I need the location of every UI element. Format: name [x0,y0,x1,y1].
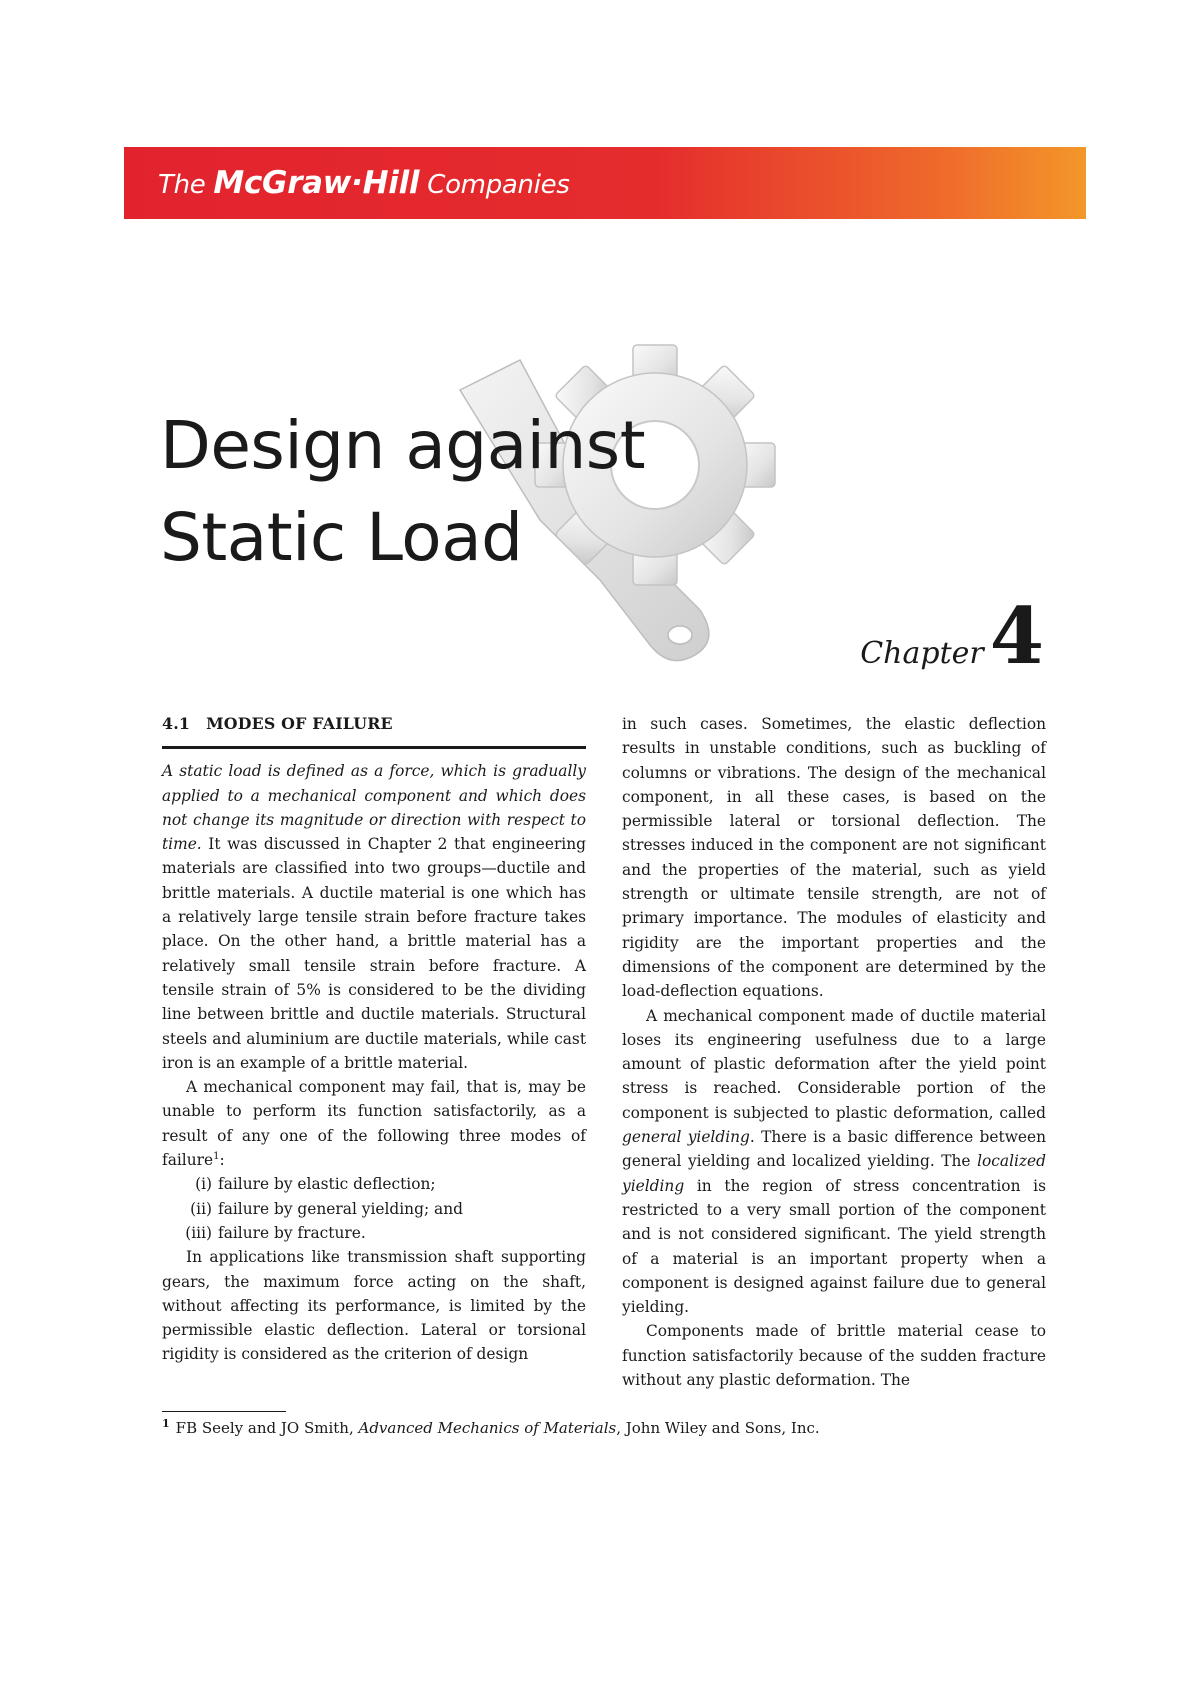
list-item-number: (i) [195,1175,212,1194]
left-paragraph-3: In applications like transmission shaft supporting gears, the maximum force acting on the shaft, without affecting its performance, is limited by the permissible elastic deflection. Lateral or torsional rigidity is considered as the criterion of design [162,1248,586,1364]
left-column [162,712,586,1367]
chapter-word: Chapter [860,636,984,671]
footnote-reference: 1 [213,1150,220,1162]
section-heading: 4.1 MODES OF FAILURE [162,712,586,749]
publisher-logo [158,165,570,201]
list-item-number: (iii) [185,1223,212,1242]
term-localized-yielding: localized yielding [622,1152,1046,1195]
left-paragraph-1-text: It was discussed in Chapter 2 that engineering materials are classified into two groups—ductile and brittle materials. A ductile material is one which has a relatively large tensile strain before fracture takes place. On the other hand, a brittle material has a relatively small tensile strain before fracture. A tensile strain of 5% is considered to be the dividing line between brittle and ductile materials. Structural steels and aluminium are ductile materials, while cast iron is an example of a brittle material. [162,835,586,1072]
left-paragraph-2-text: A mechanical component may fail, that is, may be unable to perform its function satisfactorily, as a result of any one of the following three modes of failure [162,1078,586,1170]
footnote-authors: FB Seely and JO Smith, [175,1419,359,1437]
list-item-number: (ii) [190,1199,212,1218]
chapter-label [860,591,1044,682]
right-paragraph-1: in such cases. Sometimes, the elastic deflection results in unstable conditions, such as buckling of columns or vibrations. The design of the mechanical component, in all these cases, is based on the permissible lateral or torsional deflection. The stresses induced in the component are not significant and the properties of the material, such as yield strength or ultimate tensile strength, are not of primary importance. The modules of elasticity and rigidity are the important properties and the dimensions of the component are determined by the load-deflection equations. [622,715,1046,1001]
publisher-logo-the: The [158,170,214,200]
right-paragraph-2-text-b: . There is a basic difference between general yielding and localized yielding. The [622,1128,1047,1171]
footnote [162,1419,820,1437]
list-item [162,1172,586,1196]
list-item-text: failure by fracture. [218,1223,366,1242]
right-paragraph-3: Components made of brittle material cease to function satisfactorily because of the sudden fracture without any plastic deformation. The [622,1322,1046,1390]
footnote-divider [162,1411,286,1412]
right-paragraph-2-text-a: A mechanical component made of ductile material loses its engineering usefulness due to a large amount of plastic deformation after the yield point stress is reached. Considerable portion of the component is subjected to plastic deformation, called [622,1006,1046,1122]
list-item [162,1197,586,1221]
left-paragraph-2-end: : [219,1151,225,1170]
chapter-number: 4 [989,591,1044,682]
publisher-banner [124,147,1086,219]
publisher-logo-companies: Companies [419,170,570,200]
failure-modes-list [162,1172,586,1245]
list-item [162,1221,586,1245]
left-paragraph-2 [162,1075,586,1172]
right-paragraph-2-text-c: in the region of stress concentration is restricted to a very small portion of the component and is not considered significant. The yield strength of a material is an important property when a component is designed against failure due to general yielding. [622,1176,1046,1317]
chapter-title-line-1: Design against [160,407,646,484]
footnote-book-title: Advanced Mechanics of Materials [358,1419,617,1437]
left-paragraph-1 [162,759,586,1075]
footnote-marker: 1 [162,1417,170,1430]
footnote-publisher: , John Wiley and Sons, Inc. [616,1419,820,1437]
list-item-text: failure by general yielding; and [218,1199,463,1218]
publisher-logo-brand: McGraw·Hill [213,165,420,201]
right-paragraph-2 [622,1004,1046,1320]
right-column [622,712,1046,1392]
list-item-text: failure by elastic deflection; [218,1175,436,1194]
static-load-definition: A static load is defined as a force, which is gradually applied to a mechanical component and which does not change its magnitude or direction with respect to time. [162,762,586,854]
term-general-yielding: general yielding [622,1128,750,1147]
chapter-title-line-2: Static Load [160,499,523,576]
chapter-title [160,400,645,584]
